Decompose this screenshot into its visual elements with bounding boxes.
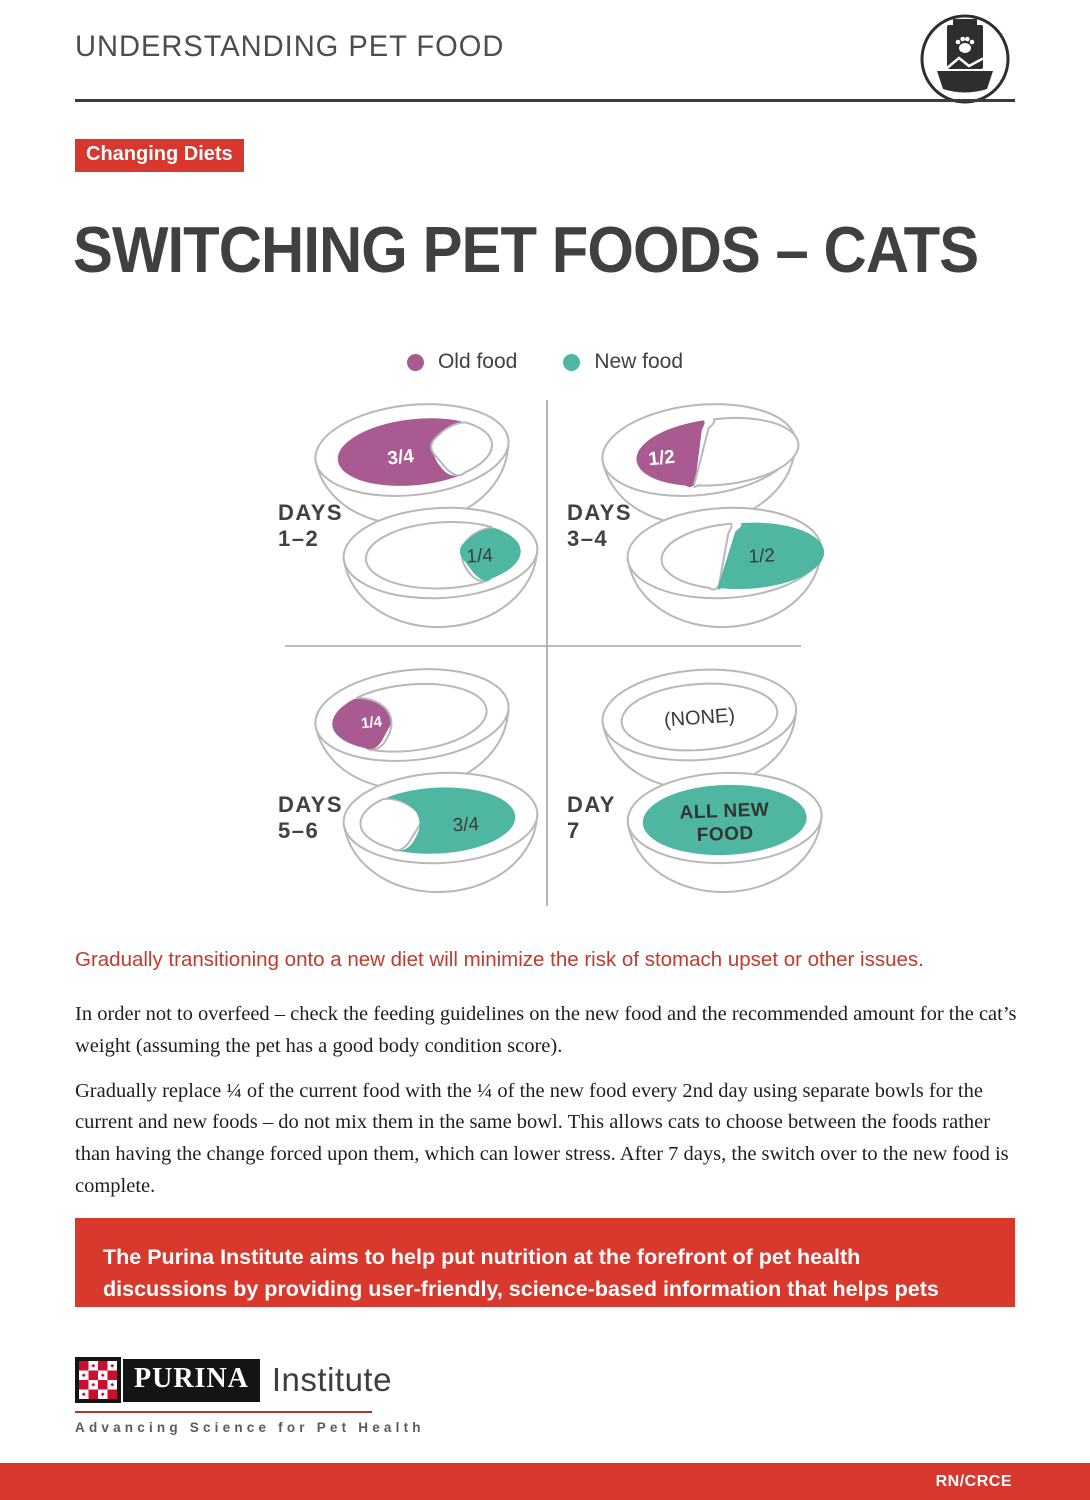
quadrant-3-range-label: 5–6 <box>278 818 320 843</box>
new-food-fraction-label: 1/4 <box>465 545 494 568</box>
legend-label-old-food: Old food <box>437 350 518 373</box>
pet-food-bag-and-bowl-icon <box>918 12 1012 106</box>
new-food-fraction-label: 1/2 <box>747 545 776 568</box>
diagram-legend <box>0 350 1090 374</box>
purina-checkerboard-icon <box>75 1357 121 1403</box>
quadrant-4-period-label: DAY <box>567 792 616 817</box>
new-food-bowl-days-5-6 <box>341 768 541 897</box>
footer-code: RN/CRCE <box>935 1472 1012 1490</box>
food-transition-diagram <box>265 388 835 923</box>
old-food-dot-icon <box>407 354 424 371</box>
logo-divider-rule <box>75 1411 372 1413</box>
quadrant-1-range-label: 1–2 <box>278 526 320 551</box>
purina-institute-logo <box>75 1357 425 1435</box>
new-food-bowl-day-7 <box>626 770 824 896</box>
legend-label-new-food: New food <box>594 350 684 373</box>
header-divider-rule <box>75 99 1015 102</box>
old-food-fraction-label: 1/4 <box>360 713 383 733</box>
old-food-fraction-label: 3/4 <box>386 445 415 470</box>
all-new-food-label-line1: ALL NEW <box>679 799 770 824</box>
logo-tagline: Advancing Science for Pet Health <box>75 1420 425 1435</box>
old-food-none-label: (NONE) <box>663 704 736 732</box>
quadrant-2-period-label: DAYS <box>567 500 633 525</box>
highlight-sentence: Gradually transitioning onto a new diet will minimize the risk of stomach upset or other issues. <box>75 948 924 971</box>
new-food-bowl-days-1-2 <box>341 503 541 632</box>
quadrant-1-period-label: DAYS <box>278 500 344 525</box>
paragraph-feeding-guidelines: In order not to overfeed – check the feeding guidelines on the new food and the recommended amount for the cat’s weight (assuming the pet has a good body condition score). <box>75 1003 1017 1057</box>
page-title: SWITCHING PET FOODS – CATS <box>73 213 979 286</box>
old-food-fraction-label: 1/2 <box>647 446 676 471</box>
new-food-fraction-label: 3/4 <box>452 814 480 837</box>
section-badge: Changing Diets <box>75 139 244 172</box>
purina-wordmark: PURINA <box>123 1359 260 1402</box>
quadrant-2-range-label: 3–4 <box>567 526 609 551</box>
document-header-title: UNDERSTANDING PET FOOD <box>75 30 505 63</box>
paragraph-gradual-replacement: Gradually replace ¼ of the current food with the ¼ of the new food every 2nd day using separate bowls for the current and new foods – do not mix them in the same bowl. This allows cats to choose between the foods rather than having the change forced upon them, which can lower stress. After 7 days, the switch over to the new food is complete. <box>75 1079 1009 1197</box>
all-new-food-label-line2: FOOD <box>696 823 755 846</box>
legend-item-old-food <box>407 350 517 374</box>
legend-item-new-food <box>563 350 683 374</box>
new-food-dot-icon <box>563 354 580 371</box>
institute-wordmark: Institute <box>271 1361 392 1398</box>
footer-bar <box>0 1463 1090 1500</box>
new-food-bowl-days-3-4 <box>625 503 827 632</box>
purina-institute-banner: The Purina Institute aims to help put nutrition at the forefront of pet health discussions by providing user-friendly, science-based information that helps pets live longer, healthier lives. <box>75 1218 1015 1307</box>
quadrant-3-period-label: DAYS <box>278 792 344 817</box>
quadrant-4-range-label: 7 <box>567 818 581 843</box>
